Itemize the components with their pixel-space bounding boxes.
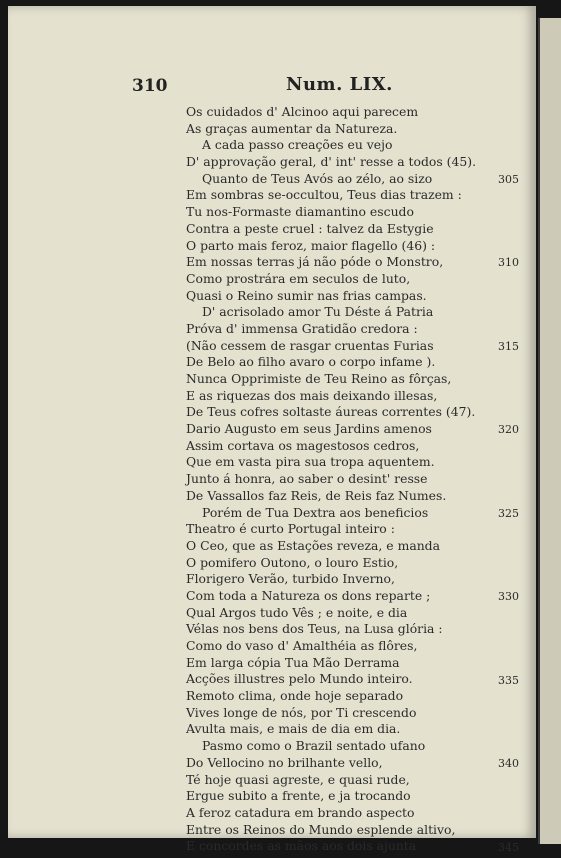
poem-line: Entre os Reinos do Mundo esplende altivo, — [186, 821, 456, 837]
poem-line: Vélas nos bens dos Teus, na Lusa glória : — [186, 621, 443, 637]
poem-line: O Ceo, que as Estações reveza, e manda — [186, 537, 441, 553]
poem-line: De Belo ao filho avaro o corpo infame ). — [186, 354, 436, 370]
facing-page-edge — [538, 18, 561, 844]
page-number: 310 — [132, 76, 168, 96]
poem-line: Avulta mais, e mais de dia em dia. — [186, 721, 401, 737]
poem-line: Tu nos-Formaste diamantino escudo — [186, 204, 414, 220]
poem-line: Té hoje quasi agreste, e quasi rude, — [186, 771, 410, 787]
poem-line: A feroz catadura em brando aspecto — [186, 804, 415, 820]
poem-line: Os cuidados d' Alcinoo aqui parecem — [186, 104, 419, 119]
line-number: 320 — [498, 423, 519, 437]
poem-line: D' acrisolado amor Tu Déste á Patria — [202, 304, 434, 320]
poem-line: Qual Argos tudo Vês ; e noite, e dia — [186, 604, 408, 620]
poem-line: Quanto de Teus Avós ao zélo, ao sizo — [202, 170, 433, 186]
poem-line: E concordes as mãos aos dois ajunta — [186, 838, 417, 854]
line-number: 315 — [498, 339, 519, 353]
poem-line: Junto á honra, ao saber o desint' resse — [186, 471, 428, 487]
poem-line: Ergue subito a frente, e ja trocando — [186, 788, 411, 804]
poem-line: Com toda a Natureza os dons reparte ; — [186, 587, 431, 603]
poem-line: Acções illustres pelo Mundo inteiro. — [186, 671, 413, 687]
poem-line: O pomifero Outono, o louro Estio, — [186, 554, 399, 570]
line-number: 310 — [498, 256, 519, 270]
poem-line: Próva d' immensa Gratidão credora : — [186, 320, 418, 336]
poem-line: De Teus cofres soltaste áureas correntes (47). — [186, 404, 476, 420]
line-number: 305 — [498, 172, 519, 186]
poem-line: Florigero Verão, turbido Inverno, — [186, 571, 395, 587]
poem-line: (Não cessem de rasgar cruentas Furias — [186, 337, 434, 353]
poem-line: O parto mais feroz, maior flagello (46) : — [186, 237, 436, 253]
poem-line: Remoto clima, onde hoje separado — [186, 688, 404, 704]
poem-line: A cada passo creações eu vejo — [202, 137, 393, 153]
poem-line: Porém de Tua Dextra aos beneficios — [202, 504, 429, 520]
line-number: 335 — [498, 673, 519, 687]
poem-text — [186, 104, 486, 855]
poem-line: Como prostrára em seculos de luto, — [186, 270, 411, 286]
poem-line: As graças aumentar da Natureza. — [186, 120, 398, 136]
poem-line: Que em vasta pira sua tropa aquentem. — [186, 454, 435, 470]
poem-line: Dario Augusto em seus Jardins amenos — [186, 421, 432, 437]
poem-line: Do Vellocino no brilhante vello, — [186, 754, 383, 770]
poem-line: Pasmo como o Brazil sentado ufano — [202, 738, 426, 754]
line-number: 330 — [498, 590, 519, 604]
poem-line: Assim cortava os magestosos cedros, — [186, 437, 420, 453]
poem-line: E as riquezas dos mais deixando illesas, — [186, 387, 438, 403]
poem-line: Vives longe de nós, por Ti crescendo — [186, 704, 417, 720]
poem-line: Em sombras se-occultou, Teus dias trazem : — [186, 187, 462, 203]
poem-line: Contra a peste cruel : talvez da Estygie — [186, 220, 434, 236]
poem-line: De Vassallos faz Reis, de Reis faz Numes. — [186, 487, 447, 503]
poem-line: Theatro é curto Portugal inteiro : — [186, 521, 395, 537]
line-number: 340 — [498, 757, 519, 771]
poem-line: D' approvação geral, d' int' resse a todos (45). — [186, 154, 477, 170]
poem-line: Em larga cópia Tua Mão Derrama — [186, 654, 400, 670]
poem-line: Em nossas terras já não póde o Monstro, — [186, 254, 444, 270]
page-header: Num. LIX. — [286, 74, 393, 95]
poem-line: Como do vaso d' Amalthéia as flôres, — [186, 638, 418, 653]
line-number: 325 — [498, 506, 519, 520]
poem-line: Nunca Opprimiste de Teu Reino as fôrças, — [186, 371, 452, 386]
line-number: 345 — [498, 840, 519, 854]
poem-line: Quasi o Reino sumir nas frias campas. — [186, 287, 427, 303]
